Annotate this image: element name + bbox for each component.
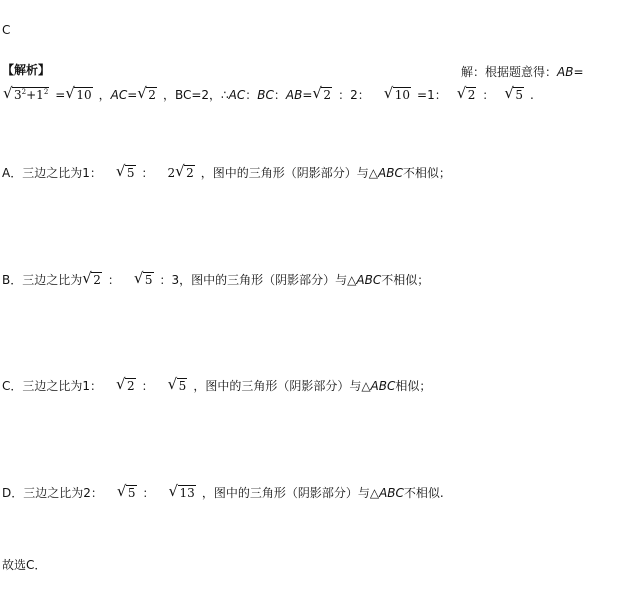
- answer-letter: C: [2, 23, 11, 37]
- option-d-radical-13: √ 13: [168, 482, 195, 500]
- option-a-radical-5: √ 5: [115, 162, 135, 180]
- analysis-intro: [461, 64, 584, 80]
- radical-sum-squares: √ $3^2+1^2$: [3, 84, 49, 102]
- option-a-radical-2: √ 2: [175, 162, 194, 180]
- radical-10: √ 10: [65, 84, 92, 102]
- option-c-radical-2: √ 2: [116, 375, 135, 393]
- radical-2-ratio: √ 2: [312, 84, 332, 102]
- radical-10-ratio: √ 10: [383, 84, 411, 102]
- calculation-line: √ $3^2+1^2$ = √ 10 ，AC= √ 2 ，BC=2，∴AC：BC：AB= √ 2 ：2： √ 10 =1： √ 2 ： √ 5 .: [3, 84, 534, 102]
- bc-text: ，BC=2，∴: [162, 88, 229, 102]
- option-b-radical-5: √ 5: [133, 269, 153, 287]
- option-b: B．三边之比为 √ 2 ： √ 5 ：3，图中的三角形（阴影部分）与△ABC不相似；: [2, 269, 430, 287]
- ab-label: AB=: [557, 65, 584, 79]
- radical-2-result: √ 2: [456, 84, 476, 102]
- option-b-radical-2: √ 2: [82, 269, 101, 287]
- option-d: D．三边之比为2： √ 5 ： √ 13 ，图中的三角形（阴影部分）与△ABC不相似.: [2, 482, 444, 500]
- option-d-radical-5: √ 5: [116, 482, 136, 500]
- option-c: C．三边之比为1： √ 2 ： √ 5 ，图中的三角形（阴影部分）与△ABC相似；: [2, 375, 432, 393]
- radical-5-result: √ 5: [504, 84, 524, 102]
- option-a: A．三边之比为1： √ 5 ： 2 √ 2 ，图中的三角形（阴影部分）与△ABC不相似；: [2, 162, 451, 180]
- analysis-title: 【解析】: [2, 63, 51, 77]
- option-c-radical-5: √ 5: [167, 375, 187, 393]
- conclusion: 故选C．: [2, 558, 47, 572]
- intro-text: 解：根据题意得：: [461, 65, 558, 79]
- radical-2: √ 2: [137, 84, 156, 102]
